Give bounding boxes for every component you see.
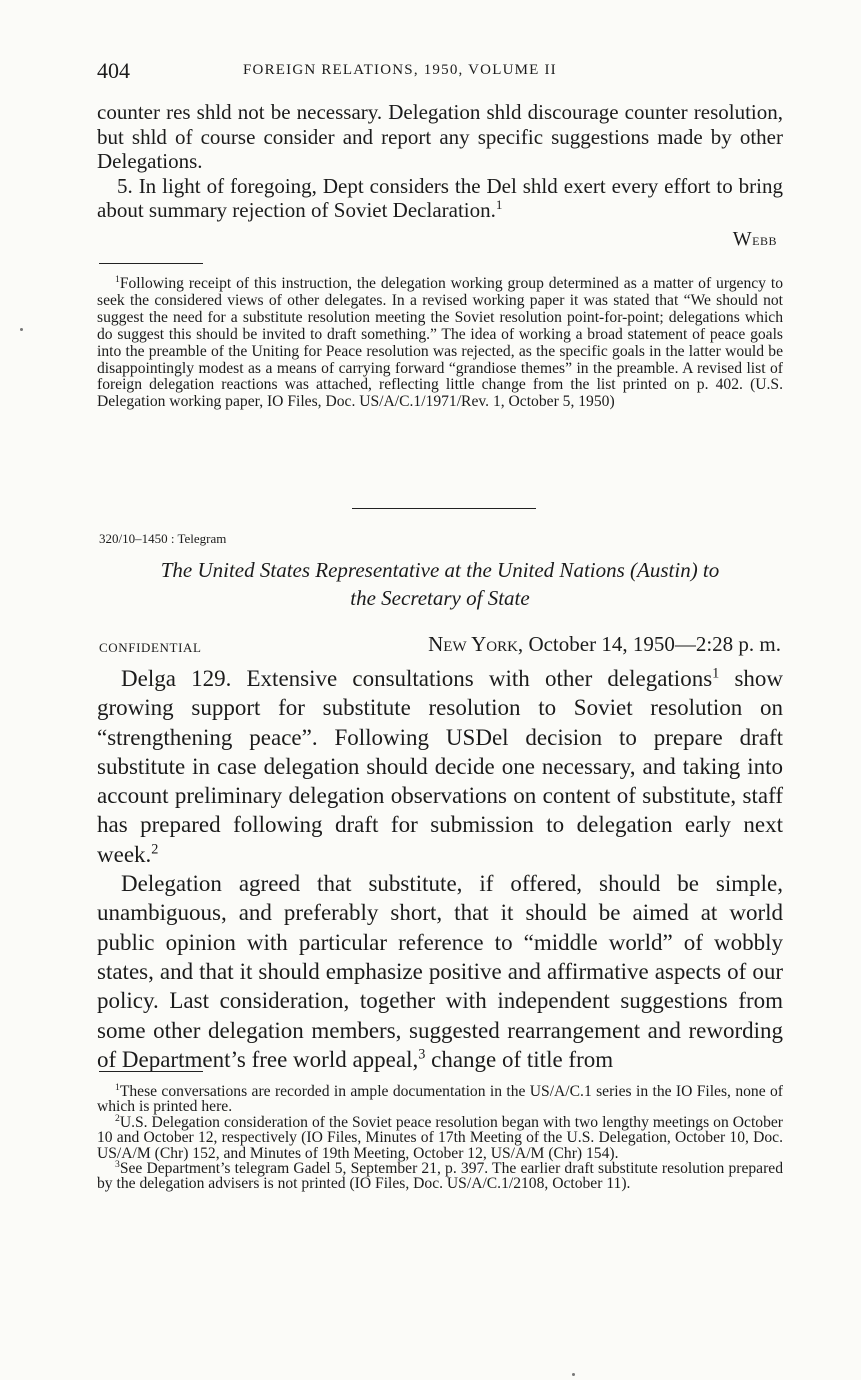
dateline-place: New York, — [428, 632, 524, 656]
document-heading — [97, 556, 783, 612]
footnote-ref: 1 — [495, 197, 503, 212]
numbered-paragraph-5 — [97, 174, 783, 223]
document-id: 320/10–1450 : Telegram — [99, 531, 227, 546]
paragraph-text: 5. In light of foregoing, Dept considers the Del shld exert every effort to bring about summary rejection of Soviet Declaration. — [97, 173, 783, 222]
page-number: 404 — [97, 58, 130, 83]
footnote-marker: 1 — [115, 1081, 120, 1093]
footnote — [97, 1081, 783, 1116]
footnote-marker: 1 — [115, 273, 120, 285]
continuation-paragraph: counter res shld not be necessary. Delegation shld discourage counter resolution, but shld of course consider and report any specific suggestions made by other Delegations. — [97, 100, 783, 173]
footnote — [97, 1112, 783, 1162]
footnote-block-top — [97, 273, 783, 411]
footnote-text: Following receipt of this instruction, the delegation working group determined as a matter of urgency to seek the considered views of other delegates. In a revised working paper it was stated that “We should not suggest the need for a substitute resolution meeting the Soviet resolution point-for-point; delegations which do suggest this should be invited to draft something.” The idea of working a broad statement of peace goals into the preamble of the Uniting for Peace resolution was rejected, as the specific goals in the latter would be disappointingly modest as a means of carrying forward “grandiose themes” in the preamble. A revised list of foreign delegation reactions was attached, reflecting little change from the list printed on p. 402. (U.S. Delegation working paper, IO Files, Doc. US/A/C.1/1971/Rev. 1, October 5, 1950) — [97, 275, 783, 411]
dateline — [428, 632, 781, 657]
footnote-text: See Department’s telegram Gadel 5, September 21, p. 397. The earlier draft substitute resolution prepared by the delegation advisers is not printed (IO Files, Doc. US/A/C.1/2108, October 11). — [97, 1160, 783, 1193]
footnote-divider — [99, 1071, 203, 1072]
running-title: FOREIGN RELATIONS, 1950, VOLUME II — [243, 62, 557, 78]
paragraph-text: Delegation agreed that substitute, if offered, should be simple, unambiguous, and preferably short, that it should be aimed at world public opinion with particular reference to “middle world” of wobbly states, and that it should emphasize positive and affirmative aspects of our policy. Last consideration, together with independent suggestions from some other delegation members, suggested rearrangement and rewording of Department’s free world appeal, — [97, 871, 783, 1072]
footnote-marker: 2 — [115, 1112, 120, 1124]
footnote-text: U.S. Delegation consideration of the Soviet peace resolution began with two lengthy meetings on October 10 and October 12, respectively (IO Files, Minutes of 17th Meeting of the U.S. Delegation, October 10, Doc. US/A/M (Chr) 152, and Minutes of 19th Meeting, October 12, US/A/M (Chr) 154). — [97, 1113, 783, 1162]
footnote-ref: 1 — [712, 665, 720, 682]
body-paragraph — [97, 869, 783, 1074]
classification: CONFIDENTIAL — [99, 640, 202, 655]
body-paragraph — [97, 664, 783, 869]
heading-line: the Secretary of State — [350, 586, 530, 610]
footnote — [97, 1158, 783, 1193]
continuation-text — [97, 100, 783, 223]
paragraph-text: change of title from — [425, 1046, 614, 1072]
footnote-ref: 3 — [418, 1046, 426, 1063]
telegram-body — [97, 664, 783, 1074]
footnote-marker: 3 — [115, 1158, 120, 1170]
scan-speck — [572, 1373, 575, 1376]
footnote-block-bottom — [97, 1081, 783, 1193]
section-divider — [352, 508, 536, 509]
signature: Webb — [732, 228, 777, 250]
footnote-text: These conversations are recorded in ample documentation in the US/A/C.1 series in the IO Files, none of which is printed here. — [97, 1083, 783, 1116]
footnote-ref: 2 — [151, 841, 159, 858]
paragraph-text: show growing support for substitute resolution to Soviet resolution on “strengthening peace”. Following USDel decision to prepare draft substitute in case delegation should decide one necessary, and taking into account preliminary delegation observations on content of substitute, staff has prepared following draft for submission to delegation early next week. — [97, 666, 784, 867]
running-head — [97, 58, 783, 88]
footnote-divider — [99, 263, 203, 264]
dateline-date: October 14, 1950—2:28 p. m. — [528, 632, 781, 656]
scan-speck — [20, 328, 23, 331]
footnote — [97, 273, 783, 411]
heading-line: The United States Representative at the United Nations (Austin) to — [160, 558, 720, 582]
paragraph-text: Delga 129. Extensive consultations with other delegations — [121, 666, 713, 691]
